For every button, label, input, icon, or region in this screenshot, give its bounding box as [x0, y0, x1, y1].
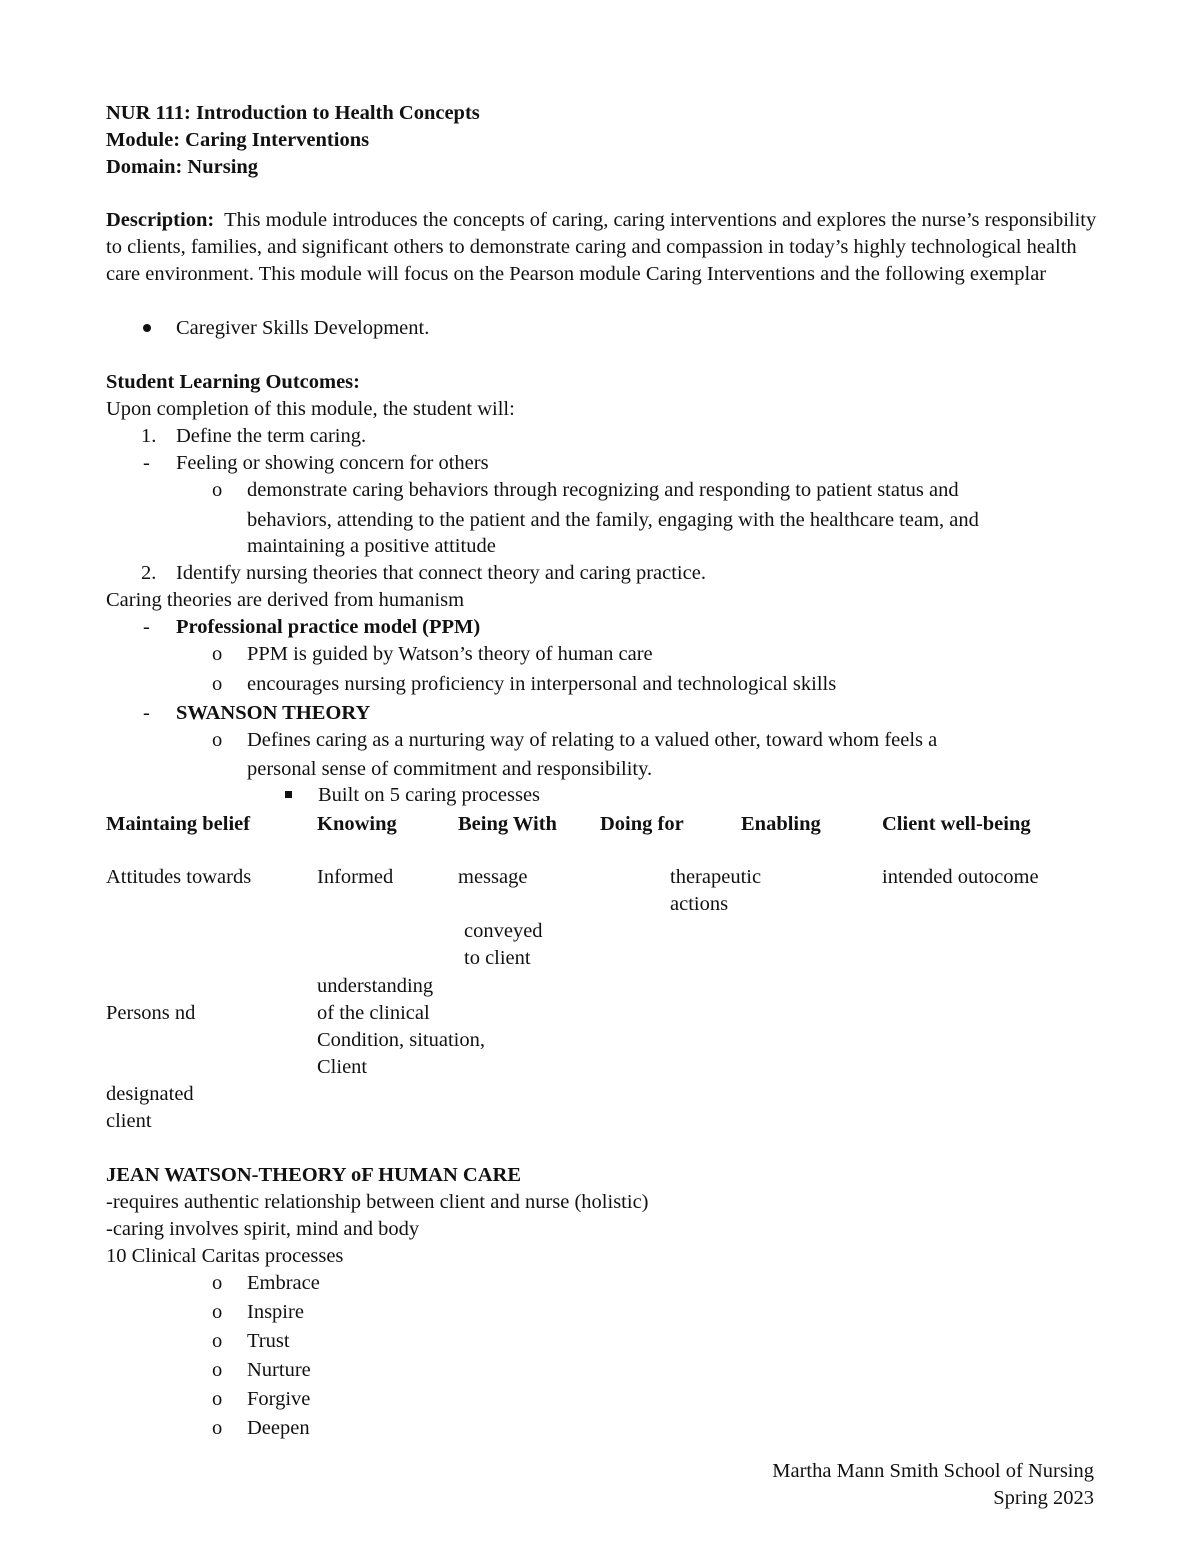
bullet-icon: [143, 324, 151, 332]
square-bullet-icon: [285, 791, 292, 798]
table-cell: message: [458, 866, 528, 888]
table-cell: client: [106, 1110, 152, 1132]
ppm-detail: PPM is guided by Watson’s theory of human care: [247, 643, 653, 665]
ppm-heading: Professional practice model (PPM): [176, 616, 481, 638]
circle-marker: o: [212, 1388, 223, 1410]
table-cell: designated: [106, 1083, 194, 1105]
table-cell: therapeutic: [670, 866, 762, 888]
description-text: This module introduces the concepts of caring, caring interventions and explores the nurse’s responsibility to clients, families, and significant others to demonstrate caring and compassion in today’s highly technological health care environment. This module will focus on the Pearson module Caring Interventions and the following exemplar: [106, 209, 1097, 285]
caritas-item: Deepen: [247, 1417, 310, 1439]
footer-school: Martha Mann Smith School of Nursing: [772, 1460, 1094, 1482]
outcome-detail-line: maintaining a positive attitude: [247, 535, 496, 557]
outcome-item-1: Define the term caring.: [176, 425, 367, 447]
module-title: Module: Caring Interventions: [106, 129, 370, 151]
ppm-detail: encourages nursing proficiency in interpersonal and technological skills: [247, 673, 837, 695]
footer-term: Spring 2023: [993, 1487, 1094, 1509]
table-cell: Client: [317, 1056, 368, 1078]
outcomes-heading: Student Learning Outcomes:: [106, 371, 360, 393]
caritas-item: Nurture: [247, 1359, 311, 1381]
table-cell: Attitudes towards: [106, 866, 252, 888]
caritas-item: Forgive: [247, 1388, 311, 1410]
table-header: Maintaing belief: [106, 813, 251, 835]
outcomes-intro: Upon completion of this module, the student will:: [106, 398, 515, 420]
outcome-detail-line: demonstrate caring behaviors through recognizing and responding to patient status and: [247, 479, 959, 501]
course-title: NUR 111: Introduction to Health Concepts: [106, 102, 480, 124]
table-cell: actions: [670, 893, 729, 915]
circle-marker: o: [212, 1301, 223, 1323]
humanism-line: Caring theories are derived from humanism: [106, 589, 465, 611]
domain-title: Domain: Nursing: [106, 156, 259, 178]
caritas-item: Embrace: [247, 1272, 320, 1294]
table-cell: to client: [464, 947, 531, 969]
table-cell: understanding: [317, 975, 434, 997]
table-header: Enabling: [741, 813, 821, 835]
watson-line: -requires authentic relationship between client and nurse (holistic): [106, 1191, 649, 1213]
caritas-item: Inspire: [247, 1301, 304, 1323]
table-header: Doing for: [600, 813, 684, 835]
table-header: Knowing: [317, 813, 397, 835]
description-label: Description:: [106, 209, 215, 231]
circle-marker: o: [212, 643, 223, 665]
dash-marker: -: [143, 616, 150, 638]
outcome-item-2: Identify nursing theories that connect theory and caring practice.: [176, 562, 706, 584]
circle-marker: o: [212, 729, 223, 751]
dash-marker: -: [143, 702, 150, 724]
caritas-item: Trust: [247, 1330, 290, 1352]
circle-marker: o: [212, 1359, 223, 1381]
outcome-subitem: Feeling or showing concern for others: [176, 452, 489, 474]
description-paragraph: [106, 207, 1101, 288]
exemplar-item: Caregiver Skills Development.: [176, 317, 430, 339]
list-number: 1.: [141, 425, 157, 447]
list-number: 2.: [141, 562, 157, 584]
circle-marker: o: [212, 673, 223, 695]
swanson-detail-line: personal sense of commitment and responsibility.: [247, 758, 653, 780]
dash-marker: -: [143, 452, 150, 474]
watson-heading: JEAN WATSON-THEORY oF HUMAN CARE: [106, 1164, 521, 1186]
table-cell: conveyed: [464, 920, 543, 942]
table-cell: Condition, situation,: [317, 1029, 485, 1051]
outcome-detail-line: behaviors, attending to the patient and the family, engaging with the healthcare team, and: [247, 509, 979, 531]
table-cell: of the clinical: [317, 1002, 430, 1024]
table-header: Being With: [458, 813, 557, 835]
swanson-bullet: Built on 5 caring processes: [318, 784, 541, 806]
swanson-detail-line: Defines caring as a nurturing way of relating to a valued other, toward whom feels a: [247, 729, 938, 751]
table-cell: Informed: [317, 866, 394, 888]
table-cell: Persons nd: [106, 1002, 196, 1024]
circle-marker: o: [212, 1417, 223, 1439]
circle-marker: o: [212, 1272, 223, 1294]
table-header: Client well-being: [882, 813, 1031, 835]
circle-marker: o: [212, 479, 223, 501]
watson-line: 10 Clinical Caritas processes: [106, 1245, 344, 1267]
swanson-heading: SWANSON THEORY: [176, 702, 371, 724]
watson-line: -caring involves spirit, mind and body: [106, 1218, 420, 1240]
circle-marker: o: [212, 1330, 223, 1352]
table-cell: intended outocome: [882, 866, 1039, 888]
